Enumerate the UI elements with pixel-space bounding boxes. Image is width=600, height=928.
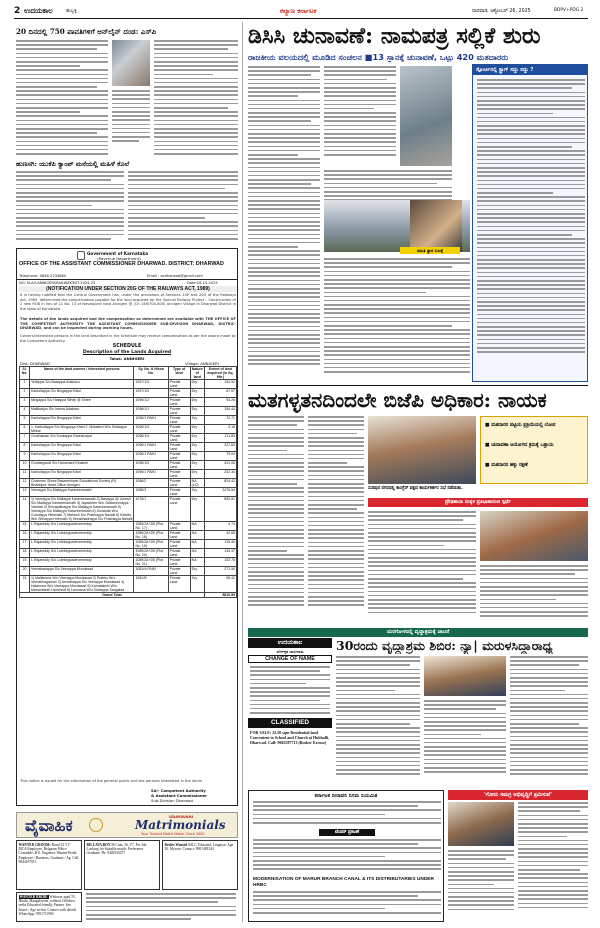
schedule-cell: 1096/1/3	[134, 461, 168, 470]
schedule-cell: 15	[20, 522, 30, 531]
matrimony-ad1-title: WANTED GROOM:	[18, 842, 51, 847]
seminar-photo	[424, 656, 506, 696]
schedule-cell: Dry	[190, 567, 204, 576]
schedule-cell: Private Land	[168, 443, 190, 452]
notice-date: Date:18-10-2025	[187, 281, 218, 285]
schedule-row	[20, 452, 237, 461]
schedule-cell: 42.68	[204, 531, 236, 540]
schedule-cell: Karkoliappa S/o Ningappa Kitari	[30, 443, 134, 452]
schedule-cell: 1097/1/3	[134, 389, 168, 398]
schedule-cell: Karkoliappa S/o Ningappa Kitari	[30, 389, 134, 398]
left-story1-body-a	[16, 40, 108, 158]
schedule-cell: Private Land	[168, 389, 190, 398]
schedule-cell: Private Land	[168, 497, 190, 522]
classified-column	[248, 638, 332, 788]
schedule-row	[20, 443, 237, 452]
schedule-cell: 1078/1	[134, 497, 168, 522]
schedule-cell: Dry	[190, 488, 204, 497]
bullet-2-text: ಚುನಾವಣಾ ಆಯೋಗದ ಕ್ರಮಕ್ಕೆ ಒತ್ತಾಯ	[491, 443, 554, 448]
notice-signature-2: & Assistant Commissioner	[151, 793, 208, 798]
schedule-cell: NA	[190, 549, 204, 558]
bullet-3: ■ ಮತದಾರರ ಹಕ್ಕು ರಕ್ಷಣೆ	[485, 463, 528, 468]
schedule-cell: Private Land	[168, 380, 190, 389]
story2-col-d	[480, 565, 588, 626]
schedule-row	[20, 479, 237, 488]
schedule-cell: NA	[190, 522, 204, 531]
paper-name: ಉದಯಕಾಲ	[24, 7, 53, 15]
schedule-row	[20, 407, 237, 416]
schedule-cell: NA	[190, 531, 204, 540]
schedule-cell: Dry	[190, 389, 204, 398]
schedule-total-row	[20, 593, 237, 598]
matrimony-ad3-text: Widower aged 55, Hindu, Mangalorean, without Children seeks Educated friendly Partner. Sex Issues / Age no bar. Contact with details WhatsApp: 9591711983	[18, 894, 77, 917]
col-header: Extent of land acquired (in Sq. Mtr.)	[204, 367, 236, 380]
schedule-cell: 19	[20, 558, 30, 567]
notice-para3: Owners/interested persons in the land described in the Schedule may receive compensation as per the award made by the Competent Authority.	[20, 334, 236, 343]
classified-title: CLASSIFIED	[248, 718, 332, 728]
dateline: ಧಾರವಾಡ, ಅಕ್ಟೋಬರ್ 26, 2025	[472, 9, 531, 14]
schedule-cell: Private Land	[168, 576, 190, 593]
schedule-cell: 1089/2A+2B (Plot No. 20)	[134, 549, 168, 558]
schedule-cell: 6	[20, 425, 30, 434]
story2-col-b	[308, 416, 364, 626]
schedule-taluk: Taluk: ANNIGERI	[109, 356, 145, 361]
notice-rule	[17, 279, 237, 280]
story1-photo	[400, 66, 452, 166]
schedule-row	[20, 567, 237, 576]
schedule-cell: Private Land	[168, 531, 190, 540]
tender-body-c	[253, 891, 441, 921]
schedule-header-row	[20, 367, 237, 380]
schedule-cell: 5	[20, 416, 30, 425]
schedule-cell: 134.37	[204, 549, 236, 558]
matrimony-ad-1	[16, 840, 82, 890]
schedule-cell: Private Land	[168, 461, 190, 470]
notice-para1: It is hereby notified that the Central Government has, under the provisions of Sections 20E and 20G of the Railways Act, 1989, determined the compensation payable for the land acquired for the Special Railway Project – Construction of 2 new ROB in lieu of LC No. 13 of Navalgund road Annigeri @ (Ch 146/700-800) Annigeri Village in Dharwad District in the state of Karnataka.	[20, 293, 236, 311]
box4-body-a	[518, 802, 588, 920]
schedule-cell: Chairmen Shree Basaveshwar Educational Society (R) Bhatikipur Head Office Annigeri	[30, 479, 134, 488]
schedule-row	[20, 488, 237, 497]
schedule-subtitle: Description of the Lands Acquired	[82, 350, 172, 355]
schedule-cell: 1089/2A+2B (Plot No. 17)	[134, 522, 168, 531]
schedule-cell: Karkoliappa S/o Ningappa Kitari	[30, 452, 134, 461]
schedule-cell: 2475.54	[204, 488, 236, 497]
bullet-box	[480, 416, 588, 484]
right-subheadline-1: ರಾಜಕೀಯ ವಲಯದಲ್ಲಿ ಮೂಡಿದ ಸಂಚಲನ ■13 ಸ್ಥಾನಕ್ಕೆ ಚುನಾವಣೆ, ಒಟ್ಟು 420 ಮತದಾರರು	[248, 52, 509, 62]
story1-col-a	[248, 66, 320, 384]
schedule-cell: 202.34	[204, 470, 236, 479]
classified-text: FOR SALE: 22.50 sqm Residential land Convenient to School and Church at Hubballi, Dharwad. Call: 9665587713 (Broker Excuse)	[250, 730, 330, 745]
schedule-cell: 8	[20, 443, 30, 452]
tender-title: ಕರ್ನಾಟಕ ನೀರಾವರಿ ನಿಗಮ ನಿಯಮಿತ	[314, 793, 378, 799]
matrimony-english-title: Matrimonials	[135, 818, 226, 832]
schedule-body	[20, 380, 237, 598]
schedule-cell: Dry	[190, 452, 204, 461]
box4	[448, 790, 588, 922]
schedule-cell: Dry	[190, 434, 204, 443]
school-photo	[480, 511, 588, 561]
schedule-row	[20, 522, 237, 531]
schedule-cell: Veerabasappa S/o Veerappa Mundasad	[30, 567, 134, 576]
header-rule	[14, 18, 588, 19]
schedule-cell: 12	[20, 479, 30, 488]
left-story1-headline: 20 ದಿನದಲ್ಲಿ 750 ಪಾವತಿಗಳಿಗೆ ಆನ್‌ಲೈನ್ ದಂಡ: ಎಸ್‌ಪಿ	[16, 27, 157, 36]
matrimony-tagline: Your Trusted Match Maker Since 2000	[141, 832, 205, 836]
notice-title: (NOTIFICATION UNDER SECTION 20G OF THE RAILWAYS ACT, 1989)	[19, 286, 237, 292]
story1-col-d	[324, 258, 470, 384]
schedule-cell: 10	[20, 461, 30, 470]
schedule-cell: 1081/A PAIKI	[134, 567, 168, 576]
story3-col-c	[510, 656, 588, 786]
box4-title: 'ಗೋರು ಸಮಗ್ರ ಅಭಿವೃದ್ಧಿಗೆ ಶ್ರಮಿಸುವೆ'	[448, 790, 588, 800]
story1-col-b	[324, 66, 396, 166]
right-headline-3: 30ರಂದು ವೃದ್ಧಾಶ್ರಮ ಶಿಬಿರ: ನ್ಯಾ| ಮರುಳಸಿದ್ದಾರಾಧ್ಯ	[336, 638, 553, 653]
schedule-cell: 20	[20, 567, 30, 576]
matrimony-banner	[16, 812, 238, 838]
schedule-cell: 9	[20, 452, 30, 461]
schedule-cell: 1096/1/4	[134, 425, 168, 434]
schedule-cell: 16	[20, 531, 30, 540]
schedule-cell: 1096/1 PAIKI	[134, 470, 168, 479]
schedule-cell: L.Rajareddy S/o Lotekeppadeveereddy	[30, 549, 134, 558]
schedule-cell: NA	[190, 558, 204, 567]
matrimony-ad1-text: Rural 33 5'1" MCA Employee, Belgaum Police Constable, B.E. Engineer. Wanted Bride: Employee / Business, Graduate / Ag. Call: 9844167013	[18, 842, 80, 865]
schedule-cell: Private Land	[168, 558, 190, 567]
left-story2-body-b	[128, 171, 238, 247]
schedule-row	[20, 576, 237, 593]
matrimony-ad2-title: BILLAVA BOY	[86, 842, 111, 847]
schedule-cell: NA	[190, 540, 204, 549]
notice-signature-3: Sub-Division Dharwad	[151, 798, 193, 803]
notice-telephone: Telephone: 0836-2233860	[19, 274, 67, 278]
schedule-cell: Ningappa S/o Halappa Wheji @ Shree	[30, 398, 134, 407]
col-header: Nature of land	[191, 367, 203, 379]
matrimony-kannada-title: ವೈವಾಹಿಕ	[25, 816, 73, 835]
schedule-cell: 1096/1/4	[134, 434, 168, 443]
schedule-cell: 1096/1 PAIKI	[134, 416, 168, 425]
schedule-cell: Private Land	[168, 452, 190, 461]
schedule-row	[20, 389, 237, 398]
classified-flag: ಉದಯಕಾಲ	[248, 638, 332, 648]
schedule-cell: Private Land	[168, 540, 190, 549]
story3-col-a	[336, 656, 420, 786]
schedule-cell: Private Land	[168, 470, 190, 479]
schedule-cell: 1086/3	[134, 488, 168, 497]
schedule-cell: Dry	[190, 576, 204, 593]
schedule-cell: 211.83	[204, 434, 236, 443]
notice-footer-note: This notice is issued for the information of the general public and the persons interested in the lands.	[20, 779, 203, 783]
schedule-cell: 21	[20, 576, 30, 593]
schedule-cell: Karkoliappa S/o Ningappa Kitari	[30, 470, 134, 479]
bullet-1: ■ ಮತದಾರರ ಪಟ್ಟಿಯ ಪ್ರಕ್ರಿಯೆಯಲ್ಲಿ ಲೋಪ	[485, 423, 556, 428]
schedule-cell: 3	[20, 398, 30, 407]
schedule-row	[20, 558, 237, 567]
schedule-cell: Dry	[190, 380, 204, 389]
notice-number: NO: SLAO.ANNIGERI/RAILWAY/EST-2024-25	[19, 281, 96, 285]
schedule-cell: 227.63	[204, 443, 236, 452]
schedule-row	[20, 434, 237, 443]
schedule-cell: L.Rajareddy S/o Lotekeppadeveereddy	[30, 558, 134, 567]
matrimony-ad2-text: M.Com, 36, 5'7, Pvt Job. Looking for Suitable match. Preference Graduate. Ph: 9449356477	[86, 842, 148, 856]
schedule-row	[20, 461, 237, 470]
schedule-cell: Yellappa S/o Basappa Adakavu	[30, 380, 134, 389]
schedule-cell: Private Land	[168, 549, 190, 558]
left-story2-body-a	[16, 171, 124, 247]
schedule-cell: 824.42	[204, 479, 236, 488]
left-story1-body-b	[112, 90, 150, 158]
grand-total-label: Grand Total	[20, 593, 205, 598]
schedule-row	[20, 549, 237, 558]
schedule-cell: 1) Mallamma W/o Veerappa Mundasad 2) Prabhu W/o Veerabhagaman 3) Amrathappa S/o Veerappa Mundasad 4) Halamma W/o Veerappa Mundasad 5) Kamalakshi W/o Mahanthesh Hanchnal 6) Laxmana W/o Siddappa Sangalad	[30, 576, 134, 593]
schedule-cell: Dry	[190, 461, 204, 470]
schedule-district: Dist: DHARWAD	[20, 361, 50, 366]
col-header: Sl. No.	[20, 367, 30, 380]
portrait-photo	[112, 40, 150, 86]
tender-body-b	[253, 839, 441, 875]
tender-note: ಟೆಂಡರ್ ಪ್ರಕಟಣೆ	[319, 829, 375, 836]
schedule-cell: 890.81	[204, 497, 236, 522]
left-story2-headline: ಹುಣಸಗಿ: ಯುಕೆಪಿ ಕ್ಯಾಂಪ್ ಮನೆಯಲ್ಲಿ ಮಹಿಳೆ ಕೊಲೆ	[16, 160, 130, 168]
schedule-cell: 1081/B	[134, 576, 168, 593]
schedule-cell: Dry	[190, 497, 204, 522]
matrimony-brides-title: Brides Wanted	[164, 842, 188, 847]
schedule-cell: 7	[20, 434, 30, 443]
schedule-title: SCHEDULE	[112, 344, 142, 349]
sidebox	[472, 64, 588, 382]
schedule-row	[20, 398, 237, 407]
schedule-cell: 3.18	[204, 425, 236, 434]
schedule-village: Village: ANNIGERI	[185, 361, 219, 366]
tender-box	[248, 790, 444, 922]
matrimony-ad3-title: WANTED BRIDE	[19, 894, 48, 899]
page-code: BDPV+PDG 2	[554, 8, 584, 13]
schedule-cell: 441.06	[204, 461, 236, 470]
schedule-row	[20, 531, 237, 540]
classified-flag-sub: ವರ್ಗೀಕೃತ ಜಾಹೀರಾತು	[276, 649, 304, 654]
col-header: Sy. No. & Hissa No.	[134, 367, 168, 380]
schedule-cell: Private Land	[168, 479, 190, 488]
candidate-tag: ಸಮಿತಿ ಸ್ಥಾನ ಬಲಕ್ಕೆ	[400, 247, 460, 254]
notice-signature-1: Sd/- Competent Authority	[151, 788, 206, 793]
schedule-cell: 4.74	[204, 522, 236, 531]
schedule-cell: Dry	[190, 407, 204, 416]
schedule-table	[19, 366, 237, 598]
schedule-cell: Dry	[190, 470, 204, 479]
schedule-cell: 1	[20, 380, 30, 389]
grand-total-value: 5810.59	[204, 593, 236, 598]
schedule-cell: Private Land	[168, 522, 190, 531]
schedule-cell: Private Land	[168, 567, 190, 576]
schedule-cell: Dry	[190, 425, 204, 434]
schedule-row	[20, 497, 237, 522]
schedule-cell: Private Land	[168, 425, 190, 434]
schedule-cell: 13	[20, 488, 30, 497]
sidebox-title: ಸ್ಪೋರ್ಟಿನಲ್ಲಿ ಸ್ಟ್ರಾಗ್ ಸದ್ದು ಸದ್ದು ?	[473, 65, 588, 75]
schedule-cell: 14	[20, 497, 30, 522]
schedule-cell: Veerayya S/o Mallayya Karaveeramath	[30, 488, 134, 497]
matrimony-brand: UDAYAVANI	[169, 814, 194, 819]
schedule-cell: 1) Veerayya S/o Mallayya Karaveeramath 2) Basayya @ Umesh S/o Mallayya Karaveeramath 3) Jayashree W/o Siddaveerayya Vastrad 4) Shivapathayya S/o Mallayya Karaveeramath 5) Veerayya S/o Mallayya Karaveeramath 6) Sunanda W/o Gurulayya Hiremath 7) Mahesh S/o Prabhayya Navalli 8) Keerthi W/o Shivayya Hiremath 9) Veeabhadrayya S/o Prabhayya Navalli	[31, 497, 133, 521]
box4-photo	[448, 802, 514, 846]
schedule-cell: L.Rajareddy S/o Lotekeppadeveereddy	[30, 540, 134, 549]
state-emblem-icon	[77, 251, 85, 260]
schedule-cell: 2	[20, 389, 30, 398]
matrimony-ad4-text: SSLC Educated, Lingayat, Age 30, Mysore. Contact: 9901483344	[164, 842, 234, 851]
schedule-row	[20, 380, 237, 389]
schedule-cell: 67.97	[204, 389, 236, 398]
schedule-cell: Karkoliappa S/o Ningappa Kitari	[30, 416, 134, 425]
page-header	[14, 6, 588, 17]
meeting-photo	[368, 416, 476, 484]
schedule-cell: Private Land	[168, 398, 190, 407]
col-header: Type of land	[168, 367, 190, 380]
bullet-3-text: ಮತದಾರರ ಹಕ್ಕು ರಕ್ಷಣೆ	[491, 463, 528, 468]
right-headline-2: ಮತಗಳ್ಳತನದಿಂದಲೇ ಬಿಜೆಪಿ ಅಧಿಕಾರ: ನಾಯಕ	[248, 388, 547, 412]
sidebox-body	[477, 79, 585, 379]
notice-dept: (Revenue Department)	[97, 256, 141, 261]
schedule-cell: Private Land	[168, 488, 190, 497]
edition-name: ಹುಬ್ಬಳ್ಳಿ	[66, 9, 77, 14]
tender-body-a	[253, 801, 441, 827]
schedule-cell: 1089/2A+2B (Plot No. 21)	[134, 558, 168, 567]
govt-notice	[16, 248, 238, 806]
story2-col-c	[368, 511, 476, 626]
schedule-cell: 154.44	[204, 407, 236, 416]
notice-office: OFFICE OF THE ASSISTANT COMMISSIONER DHARWAD. DISTRICT: DHARWAD	[19, 261, 224, 267]
banner-2: ಯರಗೋಳದಲ್ಲಿ ವೃದ್ಧಾಶ್ರಮಕ್ಕೆ ಚಾಲನೆ	[248, 628, 588, 637]
change-name-title: CHANGE OF NAME	[248, 655, 332, 663]
schedule-cell: 11	[20, 470, 30, 479]
matrimony-ad-3	[162, 840, 238, 890]
schedule-cell: Gumbegoudi S/o Hanumant Kinakeri	[30, 461, 134, 470]
notice-email: Email : acdharwad@gmail.com	[147, 274, 203, 278]
schedule-cell: 1089/2A+2B (Plot No. 18)	[134, 531, 168, 540]
schedule-cell: Private Land	[168, 416, 190, 425]
schedule-cell: 96.42	[204, 576, 236, 593]
story2-col-a	[248, 416, 304, 626]
story3-col-b	[424, 700, 506, 786]
bullet-1-text: ಮತದಾರರ ಪಟ್ಟಿಯ ಪ್ರಕ್ರಿಯೆಯಲ್ಲಿ ಲೋಪ	[491, 423, 556, 428]
schedule-cell: 93.26	[204, 398, 236, 407]
schedule-cell: Gouthaman S/o Sunkappa Rachanayal	[30, 434, 134, 443]
schedule-cell: 17	[20, 540, 30, 549]
schedule-cell: 1086/2	[134, 479, 168, 488]
section-name: ಕಲ್ಯಾಣ ಕರ್ನಾಟಕ	[280, 7, 317, 15]
schedule-cell: Private Land	[168, 407, 190, 416]
schedule-cell: 1096/1/1	[134, 407, 168, 416]
schedule-cell: Dry	[190, 443, 204, 452]
schedule-cell: 1096/1 PAIKI	[134, 443, 168, 452]
change-name-body	[250, 666, 330, 716]
ring-icon	[89, 818, 103, 832]
schedule-cell: 72.71	[204, 416, 236, 425]
tender-hrbc-title: MODERNISATION OF MARUR BRANCH CANAL & ITS DISTRIBUTARIES UNDER HRBC	[253, 877, 434, 888]
schedule-cell: 18	[20, 549, 30, 558]
schedule-cell: 1. Karkoliappa S/o Ningappa Kitari 2. Motadevi W/o Siddappa Mekar	[30, 425, 134, 434]
candidate-photo	[410, 200, 462, 252]
schedule-row	[20, 425, 237, 434]
schedule-cell: 1096/1 PAIKI	[134, 452, 168, 461]
column-divider	[242, 22, 243, 922]
schedule-row	[20, 416, 237, 425]
schedule-cell: L.Rajareddy S/o Lotekeppadeveereddy	[30, 522, 134, 531]
schedule-table-wrap	[19, 366, 237, 598]
story2-caption: ಸುರಪುರ ನಗರದಲ್ಲಿ ಕಾಂಗ್ರೆಸ್ ಪಕ್ಷದ ಕಾರ್ಯಕರ್ತರ ಸಭೆ ನಡೆಯಿತು.	[368, 486, 463, 491]
schedule-cell: Dry	[190, 416, 204, 425]
notice-govt: Government of Karnataka	[87, 251, 149, 256]
schedule-cell: 1089/2A+2B (Plot No. 19)	[134, 540, 168, 549]
schedule-cell: Private Land	[168, 434, 190, 443]
matrimony-ad-4	[16, 892, 82, 922]
schedule-cell: 271.90	[204, 567, 236, 576]
schedule-cell: 115.40	[204, 540, 236, 549]
schedule-row	[20, 540, 237, 549]
schedule-cell: Dry	[190, 398, 204, 407]
col-header: Name of the land owners / interested persons	[30, 367, 134, 380]
right-headline-1: ಡಿಸಿಸಿ ಚುನಾವಣೆ: ನಾಮಪತ್ರ ಸಲ್ಲಿಕೆ ಶುರು	[248, 23, 541, 49]
schedule-cell: 154.92	[204, 380, 236, 389]
schedule-cell: 4	[20, 407, 30, 416]
section-rule-2	[248, 385, 588, 386]
bullet-2: ■ ಚುನಾವಣಾ ಆಯೋಗದ ಕ್ರಮಕ್ಕೆ ಒತ್ತಾಯ	[485, 443, 554, 448]
schedule-cell: L.Rajareddy S/o Lotekeppadeveereddy	[30, 531, 134, 540]
mid-banner: ಪ್ರೌಢಶಾಲಾ ಮಕ್ಕಳ ಪ್ರತಿಭಾಕಾರಂಜಿ ಸ್ಪರ್ಧೆ	[368, 498, 588, 507]
box4-body-b	[448, 850, 514, 920]
schedule-cell: 1096/1/2	[134, 398, 168, 407]
left-story1-body-c	[154, 40, 238, 158]
schedule-cell: Mallikarjun S/o Iranna Adakavu	[30, 407, 134, 416]
page-number: 2	[14, 6, 21, 16]
schedule-cell: NA (LO)	[190, 479, 204, 488]
schedule-row	[20, 470, 237, 479]
schedule-cell: 1097/1/3	[134, 380, 168, 389]
notice-para2: The details of the lands acquired and the compensation so determined are available with THE OFFICE OF THE COMPETENT AUTHORITY THE ASSISTANT COMMISSIONER SUB-DIVISION DHARWAD, DISTRIC-DHARWAD, and can be inspected during working hours.	[20, 317, 236, 331]
schedule-cell: 102.75	[204, 558, 236, 567]
matrimony-ad-2	[84, 840, 160, 890]
schedule-cell: 79.04	[204, 452, 236, 461]
matrimony-filler	[86, 893, 236, 921]
